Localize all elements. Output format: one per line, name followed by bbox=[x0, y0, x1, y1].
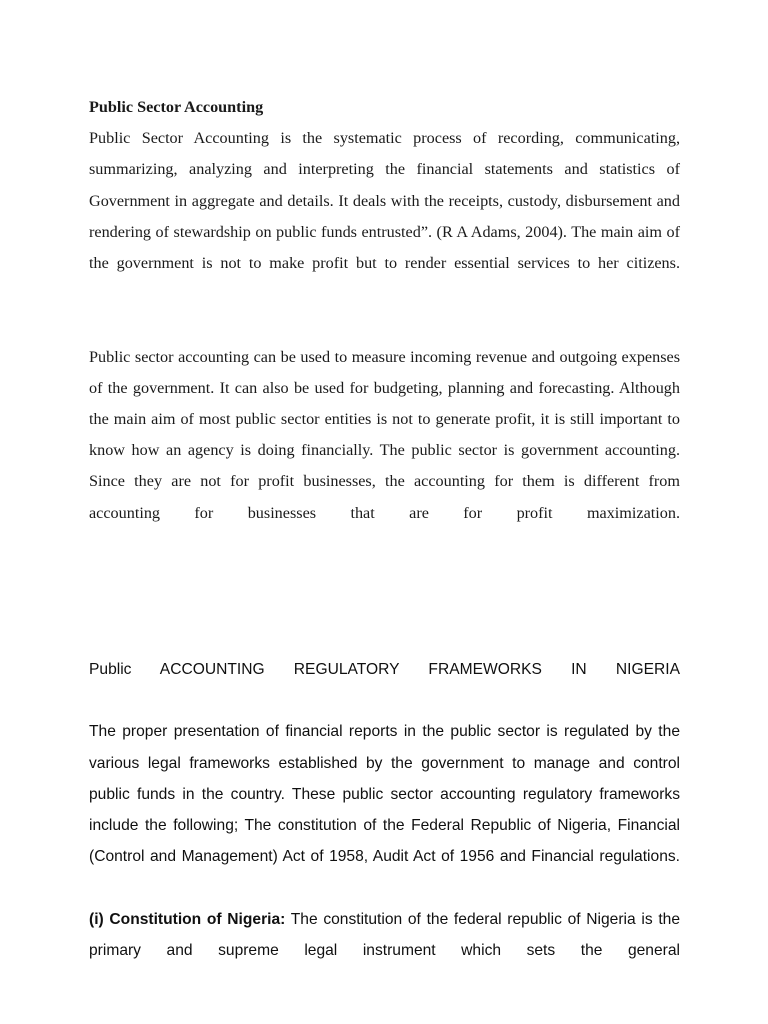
document-body bbox=[89, 92, 680, 997]
section-heading-public-sector-accounting: Public Sector Accounting bbox=[89, 98, 264, 116]
section-heading-regulatory-frameworks: Public ACCOUNTING REGULATORY FRAMEWORKS IN NIGERIA bbox=[89, 661, 680, 679]
section-public-sector-accounting bbox=[89, 92, 680, 560]
list-item-constitution-of-nigeria bbox=[89, 904, 680, 998]
section-regulatory-frameworks bbox=[89, 654, 680, 997]
list-item-label-constitution-of-nigeria: (i) Constitution of Nigeria: bbox=[89, 910, 286, 928]
paragraph-spacer bbox=[89, 310, 680, 341]
paragraph-regulatory-intro: The proper presentation of financial reports in the public sector is regulated by the various legal frameworks established by the government to manage and control public funds in the country. These public sector accounting regulatory frameworks include the following; The constitution of the Federal Republic of Nigeria, Financial (Control and Management) Act of 1958, Audit Act of 1956 and Financial regulations. bbox=[89, 723, 680, 866]
paragraph-usage: Public sector accounting can be used to measure incoming revenue and outgoing expenses of the government. It can also be used for budgeting, planning and forecasting. Although the main aim of most public sector entities is not to generate profit, it is still important to know how an agency is doing financially. The public sector is government accounting. Since they are not for profit businesses, the accounting for them is different from accounting for businesses that are for profit maximization. bbox=[89, 347, 680, 522]
section-spacer bbox=[89, 560, 680, 654]
list-item-text-constitution-of-nigeria: The constitution of the federal republic of Nigeria is the primary and supreme legal instrument which sets the general bbox=[89, 910, 680, 959]
paragraph-definition: Public Sector Accounting is the systematic process of recording, communicating, summarizing, analyzing and interpreting the financial statements and statistics of Government in aggregate and details. It deals with the receipts, custody, disbursement and rendering of stewardship on public funds entrusted”. (R A Adams, 2004). The main aim of the government is not to make profit but to render essential services to her citizens. bbox=[89, 129, 680, 273]
